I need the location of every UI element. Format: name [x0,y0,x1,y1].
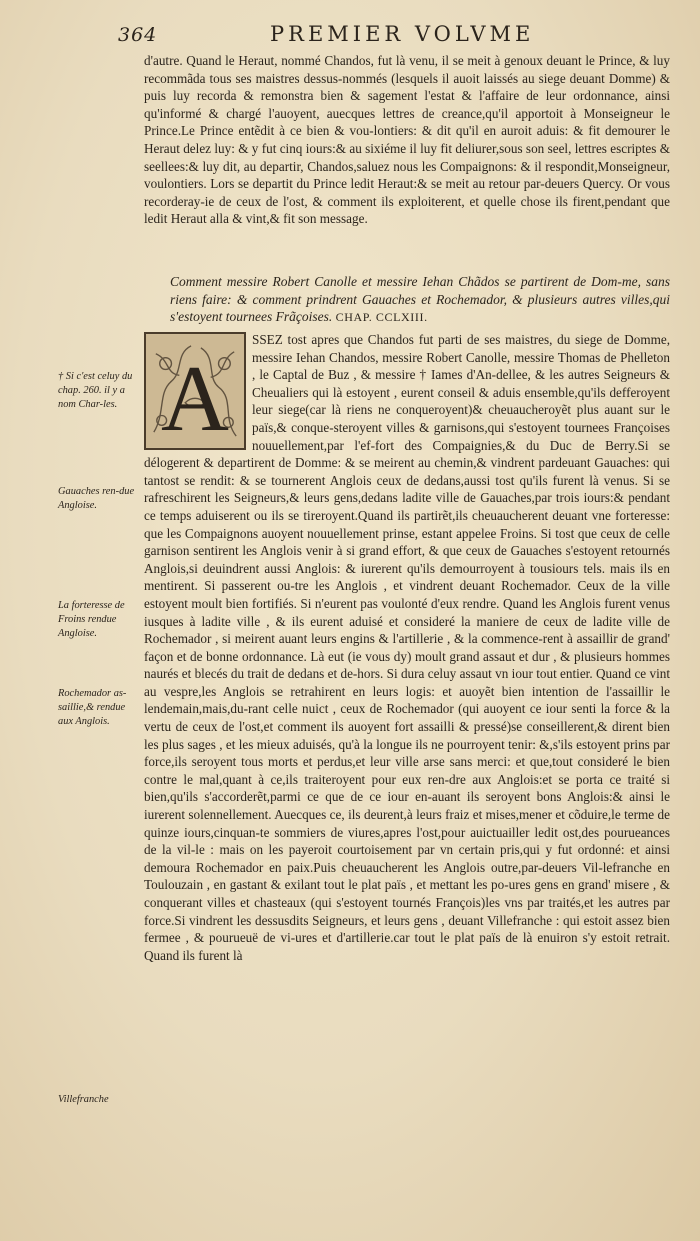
margin-note: Villefranche [58,1094,109,1105]
margin-note: Gauaches ren-due Angloise. [58,486,135,511]
ornamental-initial-icon [146,334,244,448]
decorated-initial-letter [144,332,246,450]
running-head: PREMIER VOLVME [270,22,535,46]
initial-letter-glyph: A [161,347,229,448]
intro-paragraph [144,52,670,228]
page-number: 364 [118,24,158,46]
chapter-heading [170,273,670,327]
margin-note: Rochemador as-saillie,& rendue aux Anglois. [58,688,127,727]
margin-note: La forteresse de Froins rendue Angloise. [58,600,125,639]
chapter-number: CHAP. CCLXIII. [335,310,428,324]
margin-note: † Si c'est celuy du chap. 260. il y a nom Char-les. [58,371,133,410]
chapter-body [144,331,670,964]
body-text: SSEZ tost apres que Chandos fut parti de ses maistres, du siege de Domme, messire Iehan Chandos, messire Robert Canolle, messire Thomas de Phelleton , le Captal de Buz , & messire † Iames d'An-dellee, & les autres Seigneurs & Cheualiers qui là estoyent , eurent conseil & aduis ensemble,qu'ils defferoyent leur siege(car là riens ne conqueroyent)& cheuaucheroyẽt plus auant sur le païs,& conque-steroyent villes & garnisons,qui s'estoyent tournees Françoises nouuellement,par l'ef-fort des Compaignies,& du Duc de Berry.Si se délogerent & departirent de Domme: & se meirent au chemin,& vindrent pardeuant Gauaches: qui tantost se rendit: & se tournerent Anglois ceux de dedans,aussi tost qu'ils furent là venus. Si se rafreschirent les Seigneurs,& leurs gens,dedans ladite ville de Gauaches,par trois iours:& pendant ce temps aduiserent ou ils se tireroyent.Quand ils partirẽt,ils cheuaucherent deuant vne forteresse: que les Compaignons auoyent nouuellement prinse, estant appelee Froins. Si tost que ceux de celle garnison sentirent les Anglois venir à si grand effort, & que ceux de Gauaches s'estoyent retournés Anglois,si deuindrent aussi Anglois: & iurerent qu'ils demourroyent à tousiours tels. mais ils en mentirent. Si passerent ou-tre les Anglois , et vindrent deuant Rochemador. Ceux de la ville estoyent moult bien fortifiés. Si n'eurent pas voulonté d'eux rendre. Quand les Anglois furent venus iusques à ladite ville , & ils eurent aduisé et consideré la maniere de ceux de ladite ville de Rochemador , si meirent auant leurs engins & l'artillerie , & la commence-rent à assaillir de grand' façon et de bonne ordonnance. Là eut (ie vous dy) moult grand assaut et dur , & plusieurs hommes naurés et blecés du trait de dedans et de-hors. Si dura celuy assaut vn iour tout entier. Quand ce vint au vespre,les Anglois se retrahirent en leurs logis: et auoyẽt bien intention de l'assaillir le lendemain,mais,du-rant celle nuict , ceux de Rochemador (qui auoyent ce iour senti la force & la vertu de ceux de l'ost,et comment ils auoyent fort assailli & pressé)se conseillerent,& dirent bien les plus sages , et les mieux aduisés, qu'à la longue ils ne pourroyent tenir: &,s'ils estoyent prins par force,ils seroyent tous morts et perdus,et leur ville arse sans merci: et que,tout consideré le bien contre le mal,quant à ce,ils traiteroyent pour eux ren-dre aux Anglois:et se porta ce traité si bien,qu'ils s'accorderẽt,parmi ce que de ce iour en-auant ils seroyent bons Anglois:& ainsi le iurerent solennellement. Auecques ce, ils deurent,à leurs fraiz et mises,mener et cõduire,le terme de quinze iours,cinquan-te sommiers de viures,apres l'ost,pour auictuailler ledit ost,des pourueances de la vil-le : mais on les payeroit courtoisement par vn certain pris,qui y fut ordonné: et ainsi demoura Rochemador en paix.Puis cheuaucherent les Anglois outre,par-deuers Vil-lefranche en Toulouzain , en gastant & exilant tout le plat païs , et mettant les po-ures gens en grand' misere , & conquerant villes et chasteaux (qui s'estoyent tournés François)les vns par traités,et les autres par force.Si vindrent les dessusdits Seigneurs, et leurs gens , deuant Villefranche : qui estoit assez bien fermee , & pourueuë de vi-ures et d'artillerie.car tout le plat païs de là enuiron s'y estoit retrait. Quand ils furent là [144,332,670,963]
chapter-title: Comment messire Robert Canolle et messire Iehan Chãdos se partirent de Dom-me, sans riens faire: & comment prindrent Gauaches et Rochemador, & plusieurs autres villes,qui s'estoyent tournees Frãçoises. [170,274,670,324]
intro-text: d'autre. Quand le Heraut, nommé Chandos, fut là venu, il se meit à genoux deuant le Prince, & luy recommãda tous ses maistres dessus-nommés (lesquels il auoit laissés au siege deuant Domme) & puis luy recorda & remonstra bien & sagement l'estat & l'affaire de leur ordonnance, ainsi qu'informé & chargé l'auoyent, auecques lettres de creance,qu'il apportoit à Monseigneur le Prince.Le Prince entẽdit à ce bien & vou-lontiers: & dit qu'il en auroit aduis: & fit demourer le Heraut delez luy: & y fut cinq iours:& au sixiéme il luy fit deliurer,sous son seel, lettres escriptes & seellees:& luy dit, au departir, Chandos,saluez nous les Compaignons: & il respondit,Monseigneur, voulontiers. Lors se departit du Prince ledit Heraut:& se meit au retour par-deuers Quercy. Or vous recorderay-ie de ceux de l'ost, & comment ils exploiterent, et quelle chose ils firent,pendant que ledit Heraut alla & vint,& fit son message. [144,53,670,227]
